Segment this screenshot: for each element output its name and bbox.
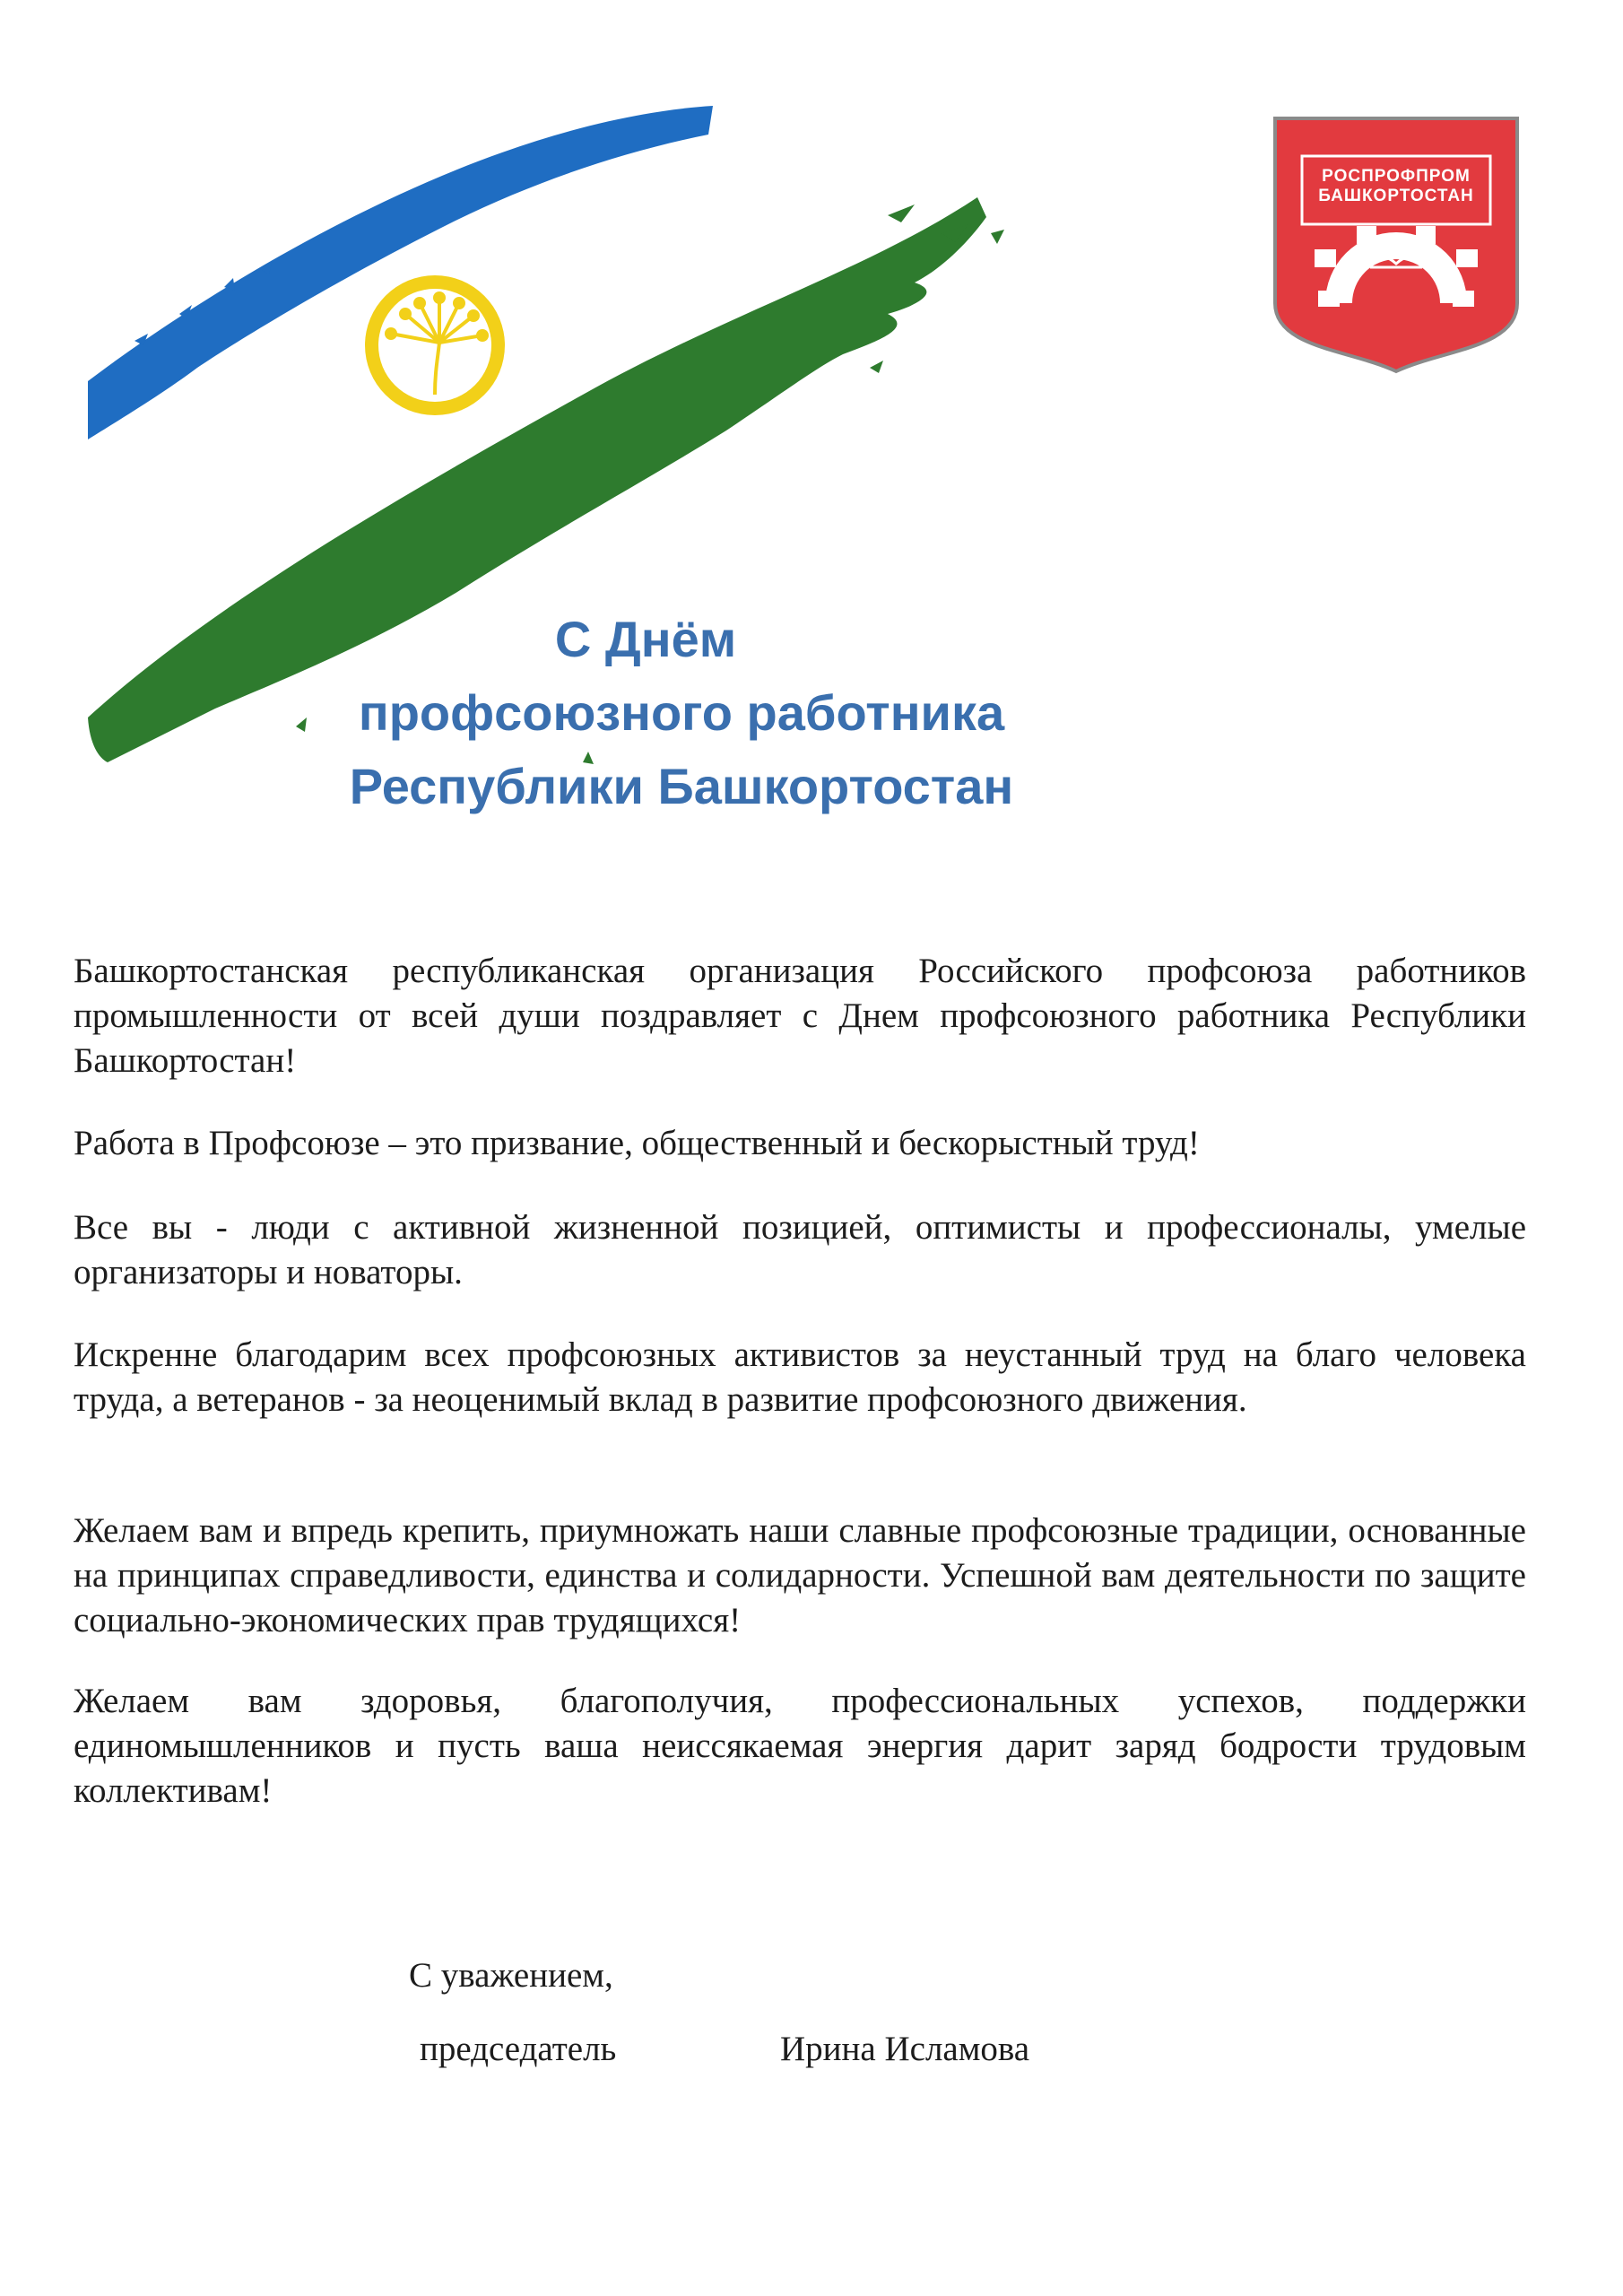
greeting-paragraph-6: Желаем вам здоровья, благополучия, профессиональных успехов, поддержки единомышленников и пусть ваша неиссякаемая энергия дарит заряд бодрости трудовым коллективам! (74, 1682, 1526, 1810)
rosprofprom-emblem (1271, 115, 1521, 375)
title-line3: Республики Башкортостан (349, 758, 1014, 814)
greeting-paragraph-3: Все вы - люди с активной жизненной позицией, оптимисты и профессионалы, умелые организаторы и новаторы. (74, 1208, 1526, 1292)
greeting-paragraph-4: Искренне благодарим всех профсоюзных активистов за неустанный труд на благо человека труда, а ветеранов - за неоценимый вклад в развитие профсоюзного движения. (74, 1335, 1526, 1419)
flag-green-stroke (88, 197, 986, 762)
signature-name: Ирина Исламова (780, 2030, 1030, 2068)
title-line2: профсоюзного работника (358, 684, 1005, 741)
greeting-paragraph-1: Башкортостанская республиканская организация Российского профсоюза работников промышленности от всей души поздравляет с Днем профсоюзного работника Республики Башкортостан! (74, 952, 1526, 1080)
signature-position: председатель (420, 2030, 617, 2068)
signature-closing: С уважением, (409, 1956, 613, 1995)
emblem-line2: БАШКОРТОСТАН (1318, 187, 1474, 205)
greeting-paragraph-5: Желаем вам и впредь крепить, приумножать наши славные профсоюзные традиции, основанные на принципах справедливости, единства и солидарности. Успешной вам деятельности по защите социально-экономических прав трудящихся! (74, 1511, 1526, 1639)
title-line1: С Днём (554, 611, 737, 667)
emblem-line1: РОСПРОФПРОМ (1322, 167, 1471, 186)
bashkortostan-flag-graphic (81, 99, 1031, 780)
kurai-flower-icon (365, 275, 505, 415)
greeting-paragraph-2: Работа в Профсоюзе – это призвание, общественный и бескорыстный труд! (74, 1124, 1200, 1162)
